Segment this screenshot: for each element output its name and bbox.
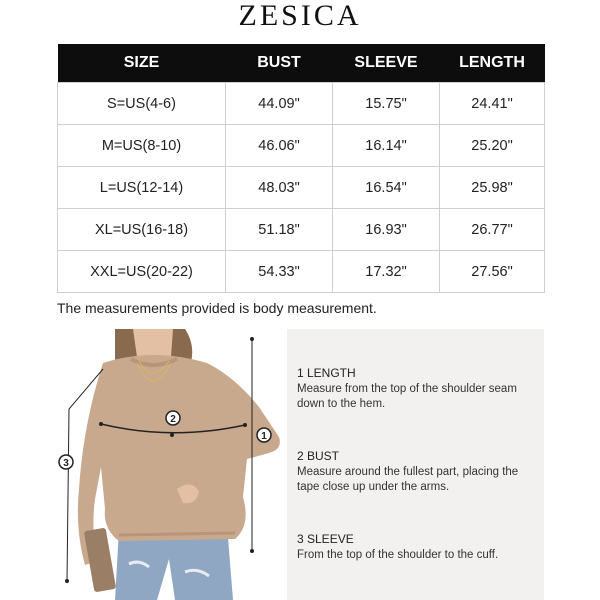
cell-size: S=US(4-6) bbox=[58, 83, 226, 125]
instruction-bust bbox=[297, 449, 537, 495]
cell-length: 27.56" bbox=[440, 251, 545, 293]
measurement-dot bbox=[65, 579, 69, 583]
cell-sleeve: 15.75" bbox=[333, 83, 440, 125]
measurement-instructions-panel bbox=[287, 329, 544, 600]
instruction-text: Measure from the top of the shoulder seam down to the hem. bbox=[297, 383, 517, 410]
marker-1-label: 1 bbox=[261, 431, 267, 442]
instruction-text: Measure around the fullest part, placing the tape close up under the arms. bbox=[297, 466, 519, 493]
cell-size: L=US(12-14) bbox=[58, 167, 226, 209]
instruction-title: 3 SLEEVE bbox=[297, 532, 354, 546]
cell-length: 26.77" bbox=[440, 209, 545, 251]
measurement-dot bbox=[170, 433, 174, 437]
header-sleeve: SLEEVE bbox=[333, 44, 440, 83]
cell-length: 25.98" bbox=[440, 167, 545, 209]
instruction-length bbox=[297, 366, 537, 412]
measurement-dot bbox=[250, 549, 254, 553]
cell-size: M=US(8-10) bbox=[58, 125, 226, 167]
measurement-note: The measurements provided is body measurement. bbox=[57, 300, 377, 316]
cell-sleeve: 17.32" bbox=[333, 251, 440, 293]
marker-3-label: 3 bbox=[63, 458, 69, 469]
instruction-title: 2 BUST bbox=[297, 449, 340, 463]
sweater-hem bbox=[119, 533, 235, 535]
cell-sleeve: 16.93" bbox=[333, 209, 440, 251]
header-bust: BUST bbox=[226, 44, 333, 83]
cell-bust: 46.06" bbox=[226, 125, 333, 167]
cell-length: 25.20" bbox=[440, 125, 545, 167]
cell-bust: 51.18" bbox=[226, 209, 333, 251]
table-row bbox=[58, 125, 545, 167]
table-row bbox=[58, 83, 545, 125]
table-header-row bbox=[58, 44, 545, 83]
cell-sleeve: 16.54" bbox=[333, 167, 440, 209]
header-size: SIZE bbox=[58, 44, 226, 83]
cell-bust: 44.09" bbox=[226, 83, 333, 125]
model-photo bbox=[57, 329, 286, 600]
instruction-title: 1 LENGTH bbox=[297, 366, 356, 380]
cell-length: 24.41" bbox=[440, 83, 545, 125]
size-chart-table bbox=[57, 44, 545, 293]
brand-logo: ZESICA bbox=[238, 0, 362, 32]
table-row bbox=[58, 251, 545, 293]
cell-bust: 48.03" bbox=[226, 167, 333, 209]
measurement-dot bbox=[243, 423, 247, 427]
measurement-dot bbox=[250, 337, 254, 341]
header-length: LENGTH bbox=[440, 44, 545, 83]
table-row bbox=[58, 209, 545, 251]
instruction-text: From the top of the shoulder to the cuff. bbox=[297, 549, 499, 561]
cell-bust: 54.33" bbox=[226, 251, 333, 293]
sweater-measurement-illustration bbox=[57, 329, 286, 600]
measurement-dot bbox=[99, 422, 103, 426]
instruction-sleeve bbox=[297, 532, 537, 563]
cell-size: XXL=US(20-22) bbox=[58, 251, 226, 293]
cell-size: XL=US(16-18) bbox=[58, 209, 226, 251]
marker-2-label: 2 bbox=[170, 414, 176, 425]
table-row bbox=[58, 167, 545, 209]
cell-sleeve: 16.14" bbox=[333, 125, 440, 167]
